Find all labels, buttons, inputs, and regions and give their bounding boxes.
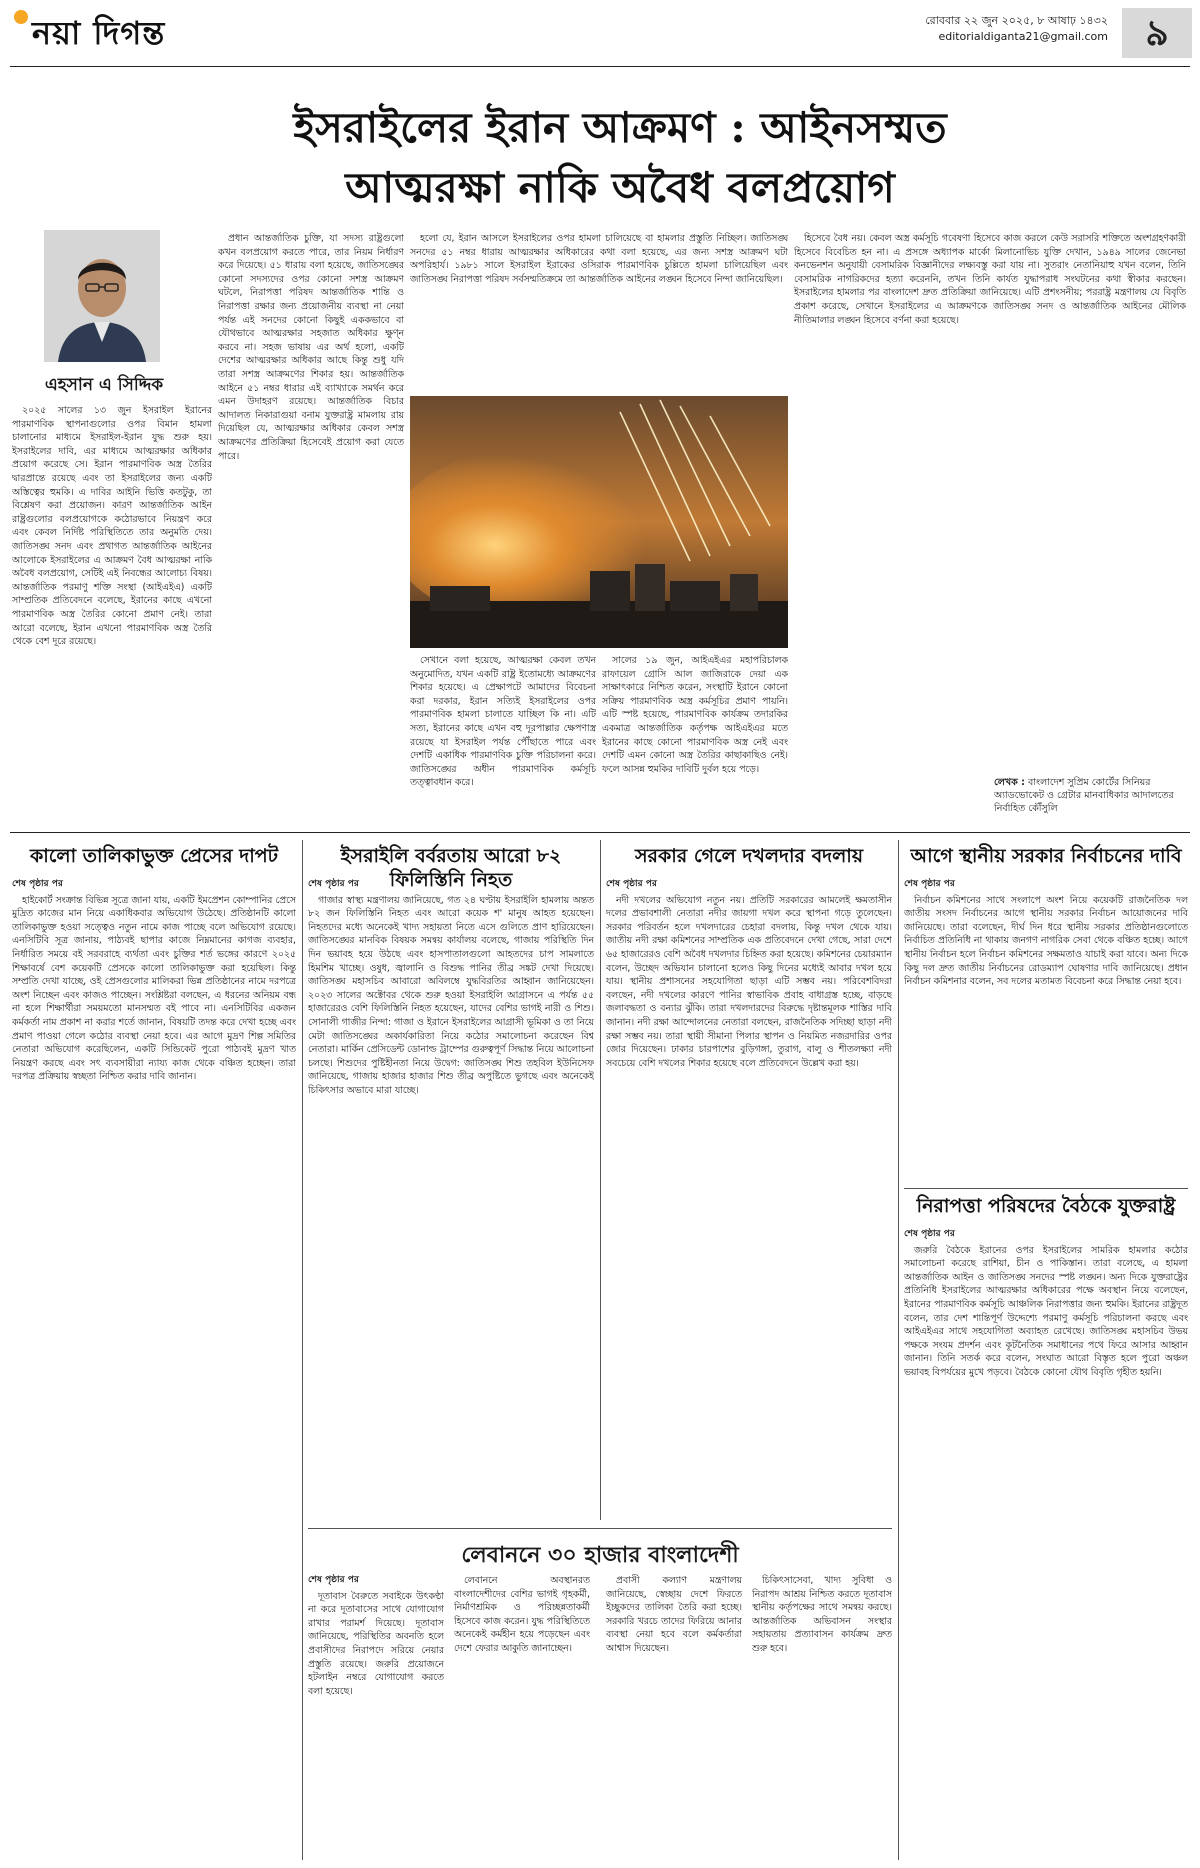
- section-title-lebanon: লেবাননে ৩০ হাজার বাংলাদেশী: [461, 1542, 739, 1568]
- headline-line-2: আত্মরক্ষা নাকি অবৈধ বলপ্রয়োগ: [345, 163, 895, 212]
- section-divider: [904, 1188, 1188, 1189]
- article-paragraph: প্রধান আন্তর্জাতিক চুক্তি, যা সদস্য রাষ্ট্রগুলো কখন বলপ্রয়োগ করতে পারে, তার নিয়ম নির্ধারণ করে দিয়েছে। ৫১ ধারায় বলা হয়েছে, জাতিসঙ্ঘের কোনো সদস্যদের ওপর কোনো সশস্ত্র আক্রমণ ঘটলে, নিরাপত্তা পরিষদ আন্তর্জাতিক শান্তি ও নিরাপত্তা রক্ষার জন্য প্রয়োজনীয় ব্যবস্থা না নেয়া পর্যন্ত এই সনদের কোনো কিছুই এককভাবে বা যৌথভাবে আত্মরক্ষার সহজাত অধিকার ক্ষুণ্ন করবে না। সহজ ভাষায় এর অর্থ হলো, একটি দেশের আত্মরক্ষার অধিকার আছে কিন্তু শুধু যদি তারা সশস্ত্র আক্রমণের শিকার হয়। আন্তর্জাতিক আইনে ৫১ নম্বর ধারার এই ব্যাখ্যাকে সমর্থন করে এমন উদাহরণ রয়েছে। আন্তর্জাতিক বিচার আদালত নিকারাগুয়া বনাম যুক্তরাষ্ট্র মামলায় রায় দিয়েছিল যে, আত্মরক্ষার অধিকার কেবল সশস্ত্র আক্রমণের প্রতিক্রিয়া হিসেবেই প্রয়োগ করা যেতে পারে।: [218, 233, 404, 462]
- continued-label: শেষ পৃষ্ঠার পর: [606, 879, 657, 889]
- editorial-email[interactable]: editorialdiganta21@gmail.com: [938, 30, 1108, 43]
- masthead-rule: [10, 66, 1190, 67]
- section-title-gaza: ইসরাইলি বর্বরতায় আরো ৮২ ফিলিস্তিনি নিহত: [340, 845, 562, 891]
- issue-date: রোববার ২২ জুন ২০২৫, ৮ আষাঢ় ১৪৩২: [925, 14, 1108, 27]
- section-paragraph: প্রবাসী কল্যাণ মন্ত্রণালয় জানিয়েছে, স্বেচ্ছায় দেশে ফিরতে ইচ্ছুকদের তালিকা তৈরি করা হচ্ছে। সরকারি খরচে তাদের ফিরিয়ে আনার ব্যবস্থা নেয়া হবে বলে কর্মকর্তারা আশ্বাস দিয়েছেন।: [606, 1575, 742, 1654]
- section-divider: [10, 832, 1190, 833]
- section-body-security-council: [904, 1228, 1188, 1858]
- article-column-1: [12, 404, 212, 826]
- column-divider: [600, 840, 601, 1520]
- article-column-4: [410, 654, 596, 826]
- page-number: ৯: [1122, 8, 1192, 58]
- article-column-3: [410, 232, 788, 392]
- section-title-press: কালো তালিকাভুক্ত প্রেসের দাপট: [30, 845, 278, 867]
- headline-line-1: ইসরাইলের ইরান আক্রমণ : আইনসম্মত: [293, 103, 947, 152]
- continued-label: শেষ পৃষ্ঠার পর: [12, 879, 63, 889]
- section-divider: [308, 1528, 892, 1529]
- author-photo: [44, 230, 160, 362]
- section-body-river: [606, 878, 892, 1518]
- column-divider: [302, 840, 303, 1860]
- section-paragraph: চিকিৎসাসেবা, খাদ্য সুবিধা ও নিরাপদ আশ্রয় নিশ্চিত করতে দূতাবাস স্থানীয় কর্তৃপক্ষের সাথে সমন্বয় করছে। আন্তর্জাতিক অভিবাসন সংস্থার সহায়তায় প্রত্যাবাসন কার্যক্রম দ্রুত শুরু হবে।: [752, 1575, 892, 1654]
- author-portrait-icon: [44, 230, 160, 362]
- section-paragraph: লেবাননে অবস্থানরত বাংলাদেশীদের বেশির ভাগই গৃহকর্মী, নির্মাণশ্রমিক ও পরিচ্ছন্নতাকর্মী হিসেবে কাজ করেন। যুদ্ধ পরিস্থিতিতে অনেকেই কর্মহীন হয়ে পড়েছেন এবং দেশে ফেরার আকুতি জানাচ্ছেন।: [454, 1575, 590, 1654]
- lebanon-column-2: [454, 1574, 590, 1858]
- continued-label: শেষ পৃষ্ঠার পর: [904, 1229, 955, 1239]
- article-column-2: [218, 232, 404, 826]
- author-name: এহসান এ সিদ্দিক: [44, 375, 164, 395]
- main-headline: [240, 98, 1000, 218]
- column-divider: [898, 840, 899, 1860]
- section-body-local-election: [904, 878, 1188, 1178]
- continued-label: শেষ পৃষ্ঠার পর: [308, 879, 359, 889]
- article-paragraph: সেখানে বলা হয়েছে, আত্মরক্ষা কেবল তখন অনুমোদিত, যখন একটি রাষ্ট্র ইতোমধ্যে আক্রমণের শিকার হয়েছে। এ প্রেক্ষাপটে আমাদের বিবেচনা করা দরকার, ইরান সত্যিই ইসরাইলের ওপর পারমাণবিক হামলা চালাতে যাচ্ছিল কি না। এটি সত্য, ইরানের কাছে এখন বহু দূরপাল্লার ক্ষেপণাস্ত্র রয়েছে যা ইসরাইল পর্যন্ত পৌঁছাতে পারে এবং দেশটি একাধিক পারমাণবিক চুক্তি পরিচালনা করে। জাতিসঙ্ঘের অধীন পারমাণবিক কর্মসূচি তত্ত্বাবধান করে।: [410, 655, 596, 789]
- section-paragraph: দূতাবাস বৈরুতে সবাইকে উৎকণ্ঠা না করে দূতাবাসের সাথে যোগাযোগ রাখার পরামর্শ দিয়েছে। দূতাবাস জানিয়েছে, পরিস্থিতির অবনতি হলে প্রবাসীদের নিরাপদে সরিয়ে নেয়ার প্রস্তুতি রয়েছে। জরুরি প্রয়োজনে হটলাইন নম্বরে যোগাযোগ করতে বলা হয়েছে।: [308, 1590, 444, 1697]
- section-paragraph: গাজার স্বাস্থ্য মন্ত্রণালয় জানিয়েছে, গত ২৪ ঘণ্টায় ইসরাইলি হামলায় অন্তত ৮২ জন ফিলিস্তিনি নিহত এবং আরো কয়েক শ' মানুষ আহত হয়েছেন। নিহতদের মধ্যে অনেকেই খাদ্য সহায়তা নিতে এসে গুলিতে প্রাণ হারিয়েছেন। জাতিসঙ্ঘের মানবিক বিষয়ক সমন্বয় কার্যালয় বলেছে, গাজায় পরিস্থিতি দিন দিন ভয়াবহ হয়ে উঠছে এবং হাসপাতালগুলো আহতদের চাপ সামলাতে হিমশিম খাচ্ছে। ওষুধ, জ্বালানি ও বিশুদ্ধ পানির তীব্র সঙ্কট দেখা দিয়েছে। জাতিসঙ্ঘ মহাসচিব আবারো অবিলম্বে যুদ্ধবিরতির আহ্বান জানিয়েছেন। ২০২৩ সালের অক্টোবর থেকে শুরু হওয়া ইসরাইলি আগ্রাসনে এ পর্যন্ত ৫৫ হাজারেরও বেশি ফিলিস্তিনি নিহত হয়েছেন, যাদের বেশির ভাগই নারী ও শিশু। সোনালী গাজীর নিন্দা: গাজা ও ইরানে ইসরাইলের আগ্রাসী ভূমিকা ও তা নিয়ে মেটা জাতিসঙ্ঘের অকার্যকারিতা নিয়ে কঠোর সমালোচনা করেছেন বিশ্ব নেতারা। মার্কিন প্রেসিডেন্ট ডোনাল্ড ট্রাম্পের গুরুত্বপূর্ণ সিদ্ধান্ত নিয়ে আলোচনা চলছে। শিশুদের পুষ্টিহীনতা নিয়ে উদ্বেগ: জাতিসঙ্ঘ শিশু তহবিল ইউনিসেফ জানিয়েছে, গাজায় হাজার হাজার শিশু তীব্র অপুষ্টিতে ভুগছে এবং অনেকেই চিকিৎসার অভাবে মারা যাচ্ছে।: [308, 894, 594, 1096]
- section-paragraph: জরুরি বৈঠকে ইরানের ওপর ইসরাইলের সামরিক হামলার কঠোর সমালোচনা করেছে রাশিয়া, চীন ও পাকিস্তান। তারা বলেছে, এ হামলা আন্তর্জাতিক আইন ও জাতিসঙ্ঘ সনদের স্পষ্ট লঙ্ঘন। অন্য দিকে যুক্তরাষ্ট্রের প্রতিনিধি ইসরাইলের আত্মরক্ষার অধিকারের পক্ষে অবস্থান নিয়ে বলেছেন, ইরানের পারমাণবিক কর্মসূচি আঞ্চলিক নিরাপত্তার জন্য হুমকি। ইরানের রাষ্ট্রদূত বলেন, তার দেশ শান্তিপূর্ণ উদ্দেশ্যে পরমাণু কর্মসূচি পরিচালনা করছে এবং আইএইএর সাথে সহযোগিতা অব্যাহত রেখেছে। জাতিসঙ্ঘ মহাসচিব উভয় পক্ষকে সংযম প্রদর্শন এবং কূটনৈতিক সমাধানের পথে ফিরে আসার আহ্বান জানান। তিনি সতর্ক করে বলেন, সংঘাত আরো বিস্তৃত হলে পুরো অঞ্চল ভয়াবহ বিপর্যয়ের মুখে পড়বে। বৈঠকে কোনো যৌথ বিবৃতি গৃহীত হয়নি।: [904, 1244, 1188, 1378]
- section-paragraph: নির্বাচন কমিশনের সাথে সংলাপে অংশ নিয়ে কয়েকটি রাজনৈতিক দল জাতীয় সংসদ নির্বাচনের আগে স্থানীয় সরকার নির্বাচন আয়োজনের দাবি জানিয়েছে। তারা বলেছেন, দীর্ঘ দিন ধরে স্থানীয় সরকার প্রতিষ্ঠানগুলোতে নির্বাচিত প্রতিনিধি না থাকায় জনগণ নাগরিক সেবা থেকে বঞ্চিত হচ্ছে। আগে স্থানীয় নির্বাচন হলে নির্বাচন কমিশনের সক্ষমতাও যাচাই করা যাবে। অন্য দিকে কিছু দল দ্রুত জাতীয় নির্বাচনের রোডম্যাপ ঘোষণার দাবি জানিয়েছে। প্রধান নির্বাচন কমিশনার বলেন, সব দলের মতামত বিবেচনা করে সিদ্ধান্ত নেয়া হবে।: [904, 894, 1188, 988]
- article-paragraph: হিসেবে বৈধ নয়। কেবল অস্ত্র কর্মসূচি গবেষণা হিসেবে কাজ করলে কেউ সরাসরি শক্তিতে অংশগ্রহণকারী হিসেবে বিবেচিত হন না। এ প্রসঙ্গে অধ্যাপক মার্কো মিলানোভিচ যুক্তি দেখান, ১৯৪৯ সালের জেনেভা কনভেনশন অনুযায়ী বেসামরিক বিজ্ঞানীদের লক্ষ্যবস্তু করা যায় না। সুতরাং নেতানিয়াহু যখন বলেন, তিনি বেসামরিক নাগরিকদের হত্যা করেননি, তখন তিনি কার্যত যুদ্ধাপরাধ সংঘটনের কথা স্বীকার করছেন। ইসরাইলের হামলার পর বাংলাদেশ দ্রুত প্রতিক্রিয়া জানিয়েছে। এটি প্রশংসনীয়; পররাষ্ট্র মন্ত্রণালয় যে বিবৃতি প্রকাশ করেছে, সেখানে ইসরাইলের এ আক্রমণকে জাতিসঙ্ঘ সনদ ও আন্তর্জাতিক আইনের মৌলিক নীতিমালার লঙ্ঘন হিসেবে বর্ণনা করা হয়েছে।: [794, 233, 1186, 326]
- section-paragraph: নদী দখলের অভিযোগ নতুন নয়। প্রতিটি সরকারের আমলেই ক্ষমতাসীন দলের প্রভাবশালী নেতারা নদীর জায়গা দখল করে স্থাপনা গড়ে তুলেছেন। সরকার পরিবর্তন হলে দখলদারের চেহারা বদলায়, কিন্তু দখল থেকে যায়। জাতীয় নদী রক্ষা কমিশনের সাম্প্রতিক এক প্রতিবেদনে দেখা গেছে, সারা দেশে ৬৫ হাজারেরও বেশি অবৈধ দখলদার চিহ্নিত করা হয়েছে। কমিশনের চেয়ারম্যান বলেন, উচ্ছেদ অভিযান চালানো হলেও কিছু দিনের মধ্যেই আবার দখল হয়ে যায়। স্থানীয় প্রশাসনের সহযোগিতা ছাড়া এটি সম্ভব নয়। পরিবেশবিদরা বলছেন, নদী দখলের কারণে পানির স্বাভাবিক প্রবাহ বাধাগ্রস্ত হচ্ছে, বাড়ছে জলাবদ্ধতা ও বন্যার ঝুঁকি। তারা দখলদারদের বিরুদ্ধে দৃষ্টান্তমূলক শাস্তির দাবি জানান। নদী রক্ষা আন্দোলনের নেতারা বলছেন, রাজনৈতিক সদিচ্ছা ছাড়া নদী রক্ষা সম্ভব নয়। তারা স্থায়ী সীমানা পিলার স্থাপন ও নিয়মিত নজরদারির ওপর জোর দিয়েছেন। ঢাকার চারপাশের বুড়িগঙ্গা, তুরাগ, বালু ও শীতলক্ষ্যা নদী সবচেয়ে বেশি দখলের শিকার হয়েছে বলে প্রতিবেদনে উল্লেখ করা হয়।: [606, 894, 892, 1069]
- sun-icon: [14, 10, 28, 24]
- article-paragraph: হলো যে, ইরান আসলে ইসরাইলের ওপর হামলা চালিয়েছে বা হামলার প্রস্তুতি নিচ্ছিল। জাতিসঙ্ঘ সনদের ৫১ নম্বর ধারায় আত্মরক্ষার অধিকারের কথা বলা হয়েছে, এর জন্য সশস্ত্র আক্রমণ ঘটা অপরিহার্য। ১৯৮১ সালে ইসরাইল ইরাকের ওসিরাক পারমাণবিক চুল্লিতে হামলা চালিয়েছিল এবং জাতিসঙ্ঘ নিরাপত্তা পরিষদ সর্বসম্মতিক্রমে তা আন্তর্জাতিক আইনের লঙ্ঘন হিসেবে নিন্দা জানিয়েছিল।: [410, 233, 788, 285]
- masthead: [0, 0, 1200, 62]
- article-column-6: [794, 232, 1186, 766]
- explosion-photo-icon: [410, 396, 788, 648]
- author-credit: [994, 776, 1186, 815]
- section-paragraph: হাইকোর্ট সংক্রান্ত বিভিন্ন সূত্রে জানা যায়, একটি ইমপ্রেশন কোম্পানির প্রেসে মুদ্রিত কাজের মান নিয়ে একাধিকবার অভিযোগ উঠেছে। প্রতিষ্ঠানটি কালো তালিকাভুক্ত হওয়া সত্ত্বেও নতুন নামে কাজ পাচ্ছে বলে অভিযোগ রয়েছে। এনসিটিবি সূত্র জানায়, পাঠ্যবই ছাপার কাজে নিম্নমানের কাগজ ব্যবহার, নির্ধারিত সময়ে বই সরবরাহে ব্যর্থতা এবং চুক্তির শর্ত ভঙ্গের কারণে ২০২৫ শিক্ষাবর্ষে বেশ কয়েকটি প্রেসকে কালো তালিকাভুক্ত করা হয়েছিল। কিন্তু সম্প্রতি দেখা যাচ্ছে, ওই প্রেসগুলোর মালিকরা ভিন্ন প্রতিষ্ঠানের নামে দরপত্রে অংশ নিচ্ছেন এবং কাজও পাচ্ছেন। সংশ্লিষ্টরা বলছেন, এ ধরনের অনিয়ম বন্ধ না হলে শিক্ষার্থীরা সময়মতো মানসম্মত বই পাবে না। এনসিটিবির একজন কর্মকর্তা নাম প্রকাশ না করার শর্তে জানান, বিষয়টি তদন্ত করে দেখা হচ্ছে এবং প্রমাণ পাওয়া গেলে কঠোর ব্যবস্থা নেয়া হবে। এর আগে মুদ্রণ শিল্প সমিতির নেতারা অভিযোগ করেছিলেন, একটি সিন্ডিকেট পুরো পাঠ্যবই মুদ্রণ খাত নিয়ন্ত্রণ করছে এবং সৎ ব্যবসায়ীরা ন্যায্য কাজ থেকে বঞ্চিত হচ্ছেন। তারা দরপত্র প্রক্রিয়ায় স্বচ্ছতা নিশ্চিত করার দাবি জানান।: [12, 894, 296, 1083]
- section-body-gaza: [308, 878, 594, 1518]
- article-paragraph: সালের ১৯ জুন, আইএইএর মহাপরিচালক রাফায়েল গ্রোসি আল জাজিরাকে দেয়া এক সাক্ষাৎকারে নিশ্চিত করেন, সংস্থাটি ইরানে কোনো সক্রিয় পারমাণবিক অস্ত্র কর্মসূচির প্রমাণ পায়নি। এটি স্পষ্ট হয়েছে, পারমাণবিক কার্যক্রম তদারকির একমাত্র আন্তর্জাতিক কর্তৃপক্ষ আইএইএর মতে ইরানের কাছে কোনো পারমাণবিক অস্ত্র নেই এবং দেশটি এমন কোনো অস্ত্র তৈরির কাছাকাছিও নেই। ফলে আসন্ন হুমকির দাবিটি দুর্বল হয়ে পড়ে।: [602, 655, 788, 775]
- author-credit-text: বাংলাদেশ সুপ্রিম কোর্টের সিনিয়র অ্যাডভোকেট ও গ্রেটার মানবাধিকার আদালতের নির্বাহিত কৌঁসুলি: [994, 777, 1174, 814]
- lebanon-column-3: [606, 1574, 742, 1858]
- section-title-security-council: নিরাপত্তা পরিষদের বৈঠকে যুক্তরাষ্ট্র: [916, 1195, 1176, 1217]
- article-paragraph: ২০২৫ সালের ১৩ জুন ইসরাইল ইরানের পারমাণবিক স্থাপনাগুলোর ওপর বিমান হামলা চালানোর মাধ্যমে ইসরাইল-ইরান যুদ্ধ শুরু হয়। ইসরাইলের দাবি, এর মাধ্যমে আত্মরক্ষার অধিকার প্রয়োগ করেছে সে। ইরান পারমাণবিক অস্ত্র তৈরির দ্বারপ্রান্তে রয়েছে এবং তা ইসরাইলের জন্য একটি অস্তিত্বের হুমকি। এ দাবির আইনি ভিত্তি কতটুকু, তা বিশ্লেষণ করা প্রয়োজন। কারণ আন্তর্জাতিক আইন রাষ্ট্রগুলোর বলপ্রয়োগকে কঠোরভাবে নিয়ন্ত্রণ করে এবং কেবল নির্দিষ্ট পরিস্থিতিতে তার অনুমতি দেয়। জাতিসঙ্ঘ সনদ এবং প্রথাগত আন্তর্জাতিক আইনের আলোকে ইসরাইলের এ আক্রমণ বৈধ আত্মরক্ষা নাকি অবৈধ বলপ্রয়োগ, সেটিই এই নিবন্ধের আলোচ্য বিষয়। আন্তর্জাতিক পরমাণু শক্তি সংস্থা (আইএইএ) একটি সাম্প্রতিক প্রতিবেদনে বলেছে, ইরানের কাছে এখনো পারমাণবিক অস্ত্র তৈরির কোনো প্রমাণ নেই। তারা আরো বলেছে, ইরান এখনো পারমাণবিক অস্ত্র তৈরি থেকে বেশ দূরে রয়েছে।: [12, 405, 212, 648]
- newspaper-logo: [14, 8, 165, 62]
- continued-label: শেষ পৃষ্ঠার পর: [904, 879, 955, 889]
- section-body-press: [12, 878, 296, 1858]
- section-title-local-election: আগে স্থানীয় সরকার নির্বাচনের দাবি: [910, 845, 1182, 867]
- section-title-river: সরকার গেলে দখলদার বদলায়: [634, 845, 864, 867]
- continued-label: শেষ পৃষ্ঠার পর: [308, 1575, 359, 1585]
- author-credit-label: লেখক :: [994, 777, 1025, 788]
- missile-strike-photo: [410, 396, 788, 648]
- logo-text: নয়া দিগন্ত: [32, 14, 166, 52]
- article-column-5: [602, 654, 788, 826]
- lebanon-column-4: [752, 1574, 892, 1858]
- lebanon-column-1: [308, 1574, 444, 1858]
